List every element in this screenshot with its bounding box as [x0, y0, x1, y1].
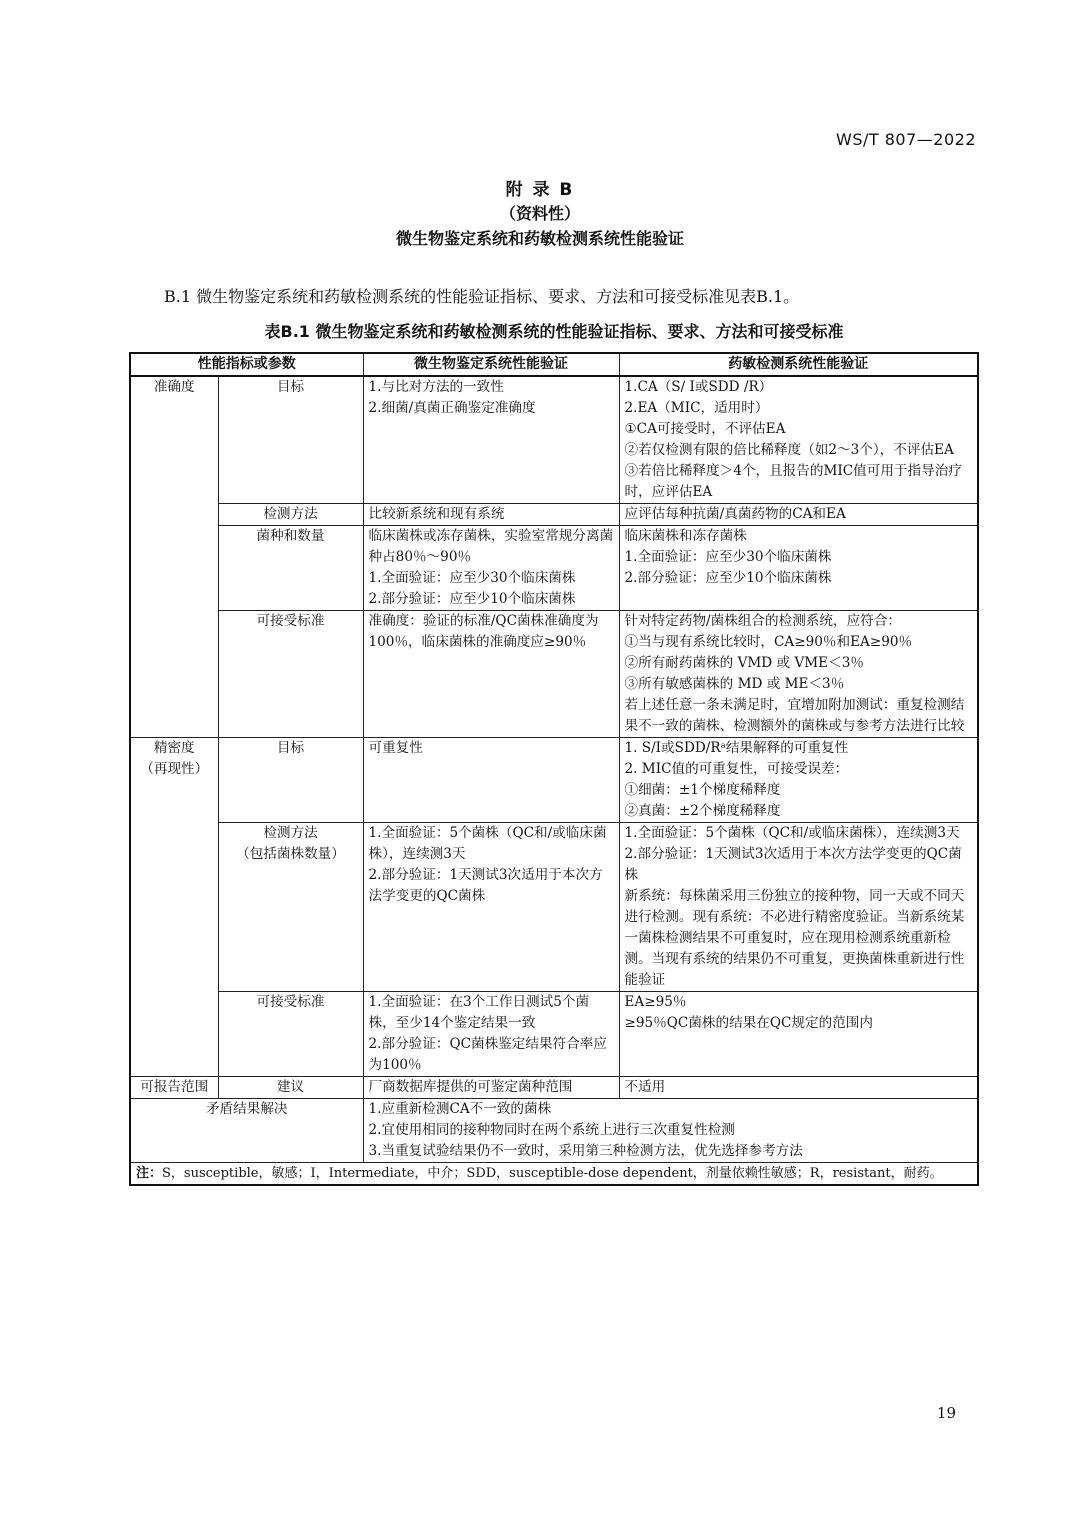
table-row: [130, 992, 978, 1077]
table-row: [130, 1077, 978, 1099]
header-ast-system: 药敏检测系统性能验证: [619, 353, 978, 376]
table-cell: 1.全面验证：5个菌株（QC和/或临床菌株），连续测3天 2.部分验证：1天测试3次适用于本次方法学变更的QC菌株 新系统：每株菌采用三份独立的接种物，同一天或不同天进行检测。现有系统：不必进行精密度验证。当新系统某一菌株检测结果不可重复时，应在现用检测系统重新检测。当现有系统的结果仍不可重复，更换菌株重新进行性能验证: [619, 823, 978, 992]
table-cell: 厂商数据库提供的可鉴定菌种范围: [363, 1077, 619, 1099]
table-cell: 1.与比对方法的一致性 2.细菌/真菌正确鉴定准确度: [363, 376, 619, 504]
table-row: [130, 738, 978, 823]
page-number: 19: [936, 1404, 956, 1422]
table-row: [130, 526, 978, 611]
table-cell: 可重复性: [363, 738, 619, 823]
table-cell: 准确度：验证的标准/QC菌株准确度为100％，临床菌株的准确度应≥90％: [363, 611, 619, 738]
table-cell: 不适用: [619, 1077, 978, 1099]
row-label: 目标: [218, 376, 363, 504]
table-cell: 1.应重新检测CA不一致的菌株 2.宜使用相同的接种物同时在两个系统上进行三次重复性检测 3.当重复试验结果仍不一致时，采用第三种检测方法，优先选择参考方法: [363, 1099, 978, 1163]
table-note-row: [130, 1163, 978, 1186]
table-row: [130, 823, 978, 992]
table-header-row: [130, 353, 978, 376]
note-text: S，susceptible，敏感；I，Intermediate，中介；SDD，susceptible-dose dependent，剂量依赖性敏感；R，resistant，耐药。: [162, 1166, 943, 1181]
table-cell: EA≥95％ ≥95％QC菌株的结果在QC规定的范围内: [619, 992, 978, 1077]
row-group-label: 矛盾结果解决: [130, 1099, 363, 1163]
row-label: 检测方法: [218, 504, 363, 526]
table-cell: 临床菌株或冻存菌株，实验室常规分离菌种占80％～90％ 1.全面验证：应至少30个临床菌株 2.部分验证：应至少10个临床菌株: [363, 526, 619, 611]
row-label: 菌种和数量: [218, 526, 363, 611]
table-note: [130, 1163, 978, 1186]
row-group-label: 精密度 （再现性）: [130, 738, 218, 1077]
appendix-nature: （资料性）: [499, 204, 580, 223]
row-group-label: 准确度: [130, 376, 218, 738]
row-label: 可接受标准: [218, 992, 363, 1077]
table-row: [130, 611, 978, 738]
performance-table: [129, 352, 979, 1186]
appendix-name: 微生物鉴定系统和药敏检测系统性能验证: [395, 229, 684, 248]
header-parameter: 性能指标或参数: [130, 353, 363, 376]
standard-code: WS/T 807—2022: [836, 130, 976, 149]
table-cell: 临床菌株和冻存菌株 1.全面验证：应至少30个临床菌株 2.部分验证：应至少10个临床菌株: [619, 526, 978, 611]
table-row: [130, 504, 978, 526]
table-row: [130, 376, 978, 504]
table-cell: 比较新系统和现有系统: [363, 504, 619, 526]
table-caption: 表B.1 微生物鉴定系统和药敏检测系统的性能验证指标、要求、方法和可接受标准: [264, 322, 844, 341]
row-group-label: 可报告范围: [130, 1077, 218, 1099]
table-cell: 1.CA（S/ I或SDD /R） 2.EA（MIC，适用时） ①CA可接受时，不评估EA ②若仅检测有限的倍比稀释度（如2～3个），不评估EA ③若倍比稀释度＞4个，且报告的MIC值可用于指导治疗时，应评估EA: [619, 376, 978, 504]
row-label: 检测方法 （包括菌株数量）: [218, 823, 363, 992]
row-label: 目标: [218, 738, 363, 823]
row-label: 可接受标准: [218, 611, 363, 738]
table-cell: 1. S/I或SDD/Rᵃ结果解释的可重复性 2. MIC值的可重复性，可接受误差： ①细菌：±1个梯度稀释度 ②真菌：±2个梯度稀释度: [619, 738, 978, 823]
table-cell: 应评估每种抗菌/真菌药物的CA和EA: [619, 504, 978, 526]
table-cell: 1.全面验证：在3个工作日测试5个菌株，至少14个鉴定结果一致 2.部分验证：QC菌株鉴定结果符合率应为100％: [363, 992, 619, 1077]
table-row: [130, 1099, 978, 1163]
row-label: 建议: [218, 1077, 363, 1099]
note-label: 注：: [136, 1166, 163, 1181]
table-cell: 针对特定药物/菌株组合的检测系统，应符合： ①当与现有系统比较时，CA≥90％和EA≥90％ ②所有耐药菌株的 VMD 或 VME＜3％ ③所有敏感菌株的 MD 或 ME＜3％ 若上述任意一条未满足时，宜增加附加测试：重复检测结果不一致的菌株、检测额外的菌株或与参考方法进行比较: [619, 611, 978, 738]
appendix-title: 附 录 B: [505, 180, 575, 200]
table-cell: 1.全面验证：5个菌株（QC和/或临床菌株），连续测3天 2.部分验证：1天测试3次适用于本次方法学变更的QC菌株: [363, 823, 619, 992]
header-id-system: 微生物鉴定系统性能验证: [363, 353, 619, 376]
intro-paragraph: B.1 微生物鉴定系统和药敏检测系统的性能验证指标、要求、方法和可接受标准见表B.1。: [164, 287, 800, 306]
